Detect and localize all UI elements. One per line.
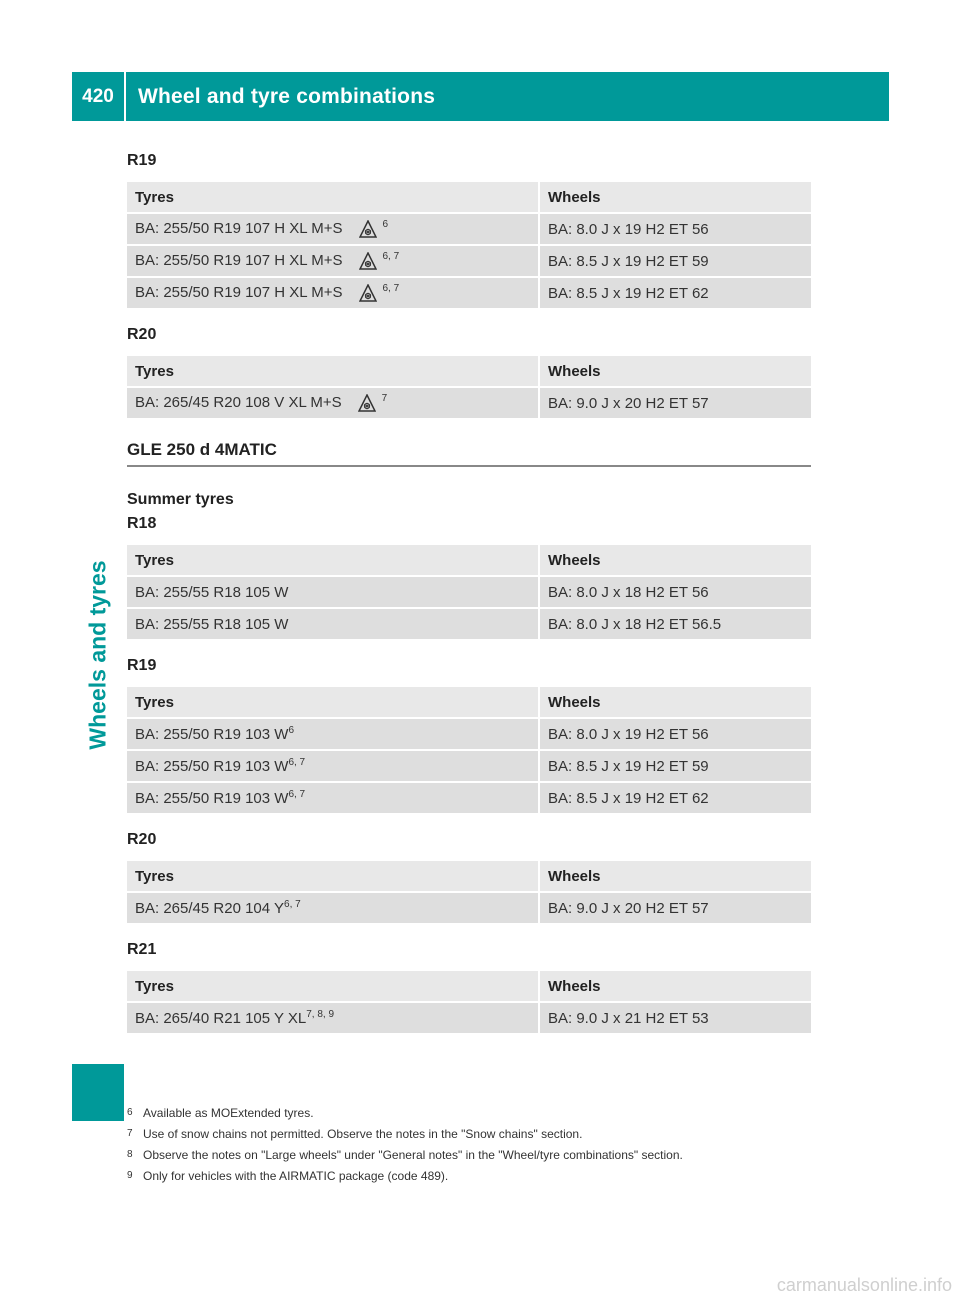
wheel-cell: BA: 8.0 J x 19 H2 ET 56	[540, 719, 811, 749]
tyre-table-r19-a	[127, 180, 811, 310]
footnote-item	[127, 1125, 827, 1146]
col-header-wheels: Wheels	[540, 356, 811, 386]
col-header-wheels: Wheels	[540, 687, 811, 717]
tyre-cell: BA: 255/50 R19 107 H XL M+S $^6$	[127, 214, 540, 244]
footnote-item	[127, 1146, 827, 1167]
table-row	[127, 751, 811, 781]
tyre-cell: BA: 265/45 R20 108 V XL M+S $^7$	[127, 388, 540, 418]
footnote-ref: 6, 7	[288, 788, 306, 800]
side-chapter-tab	[72, 1064, 124, 1121]
col-header-tyres: Tyres	[127, 861, 540, 891]
tyre-cell: BA: 255/55 R18 105 W	[127, 577, 540, 607]
tyre-table-r21	[127, 969, 811, 1035]
table-row	[127, 214, 811, 244]
mountain-snowflake-icon	[359, 252, 377, 270]
col-header-wheels: Wheels	[540, 545, 811, 575]
table-row	[127, 278, 811, 308]
col-header-tyres: Tyres	[127, 182, 540, 212]
footnote-text: Available as MOExtended tyres.	[143, 1106, 314, 1120]
tyre-table-r20-b	[127, 859, 811, 925]
tyre-table-r19-b	[127, 685, 811, 815]
model-section-heading: GLE 250 d 4MATIC	[127, 434, 811, 467]
tyre-cell: BA: 265/40 R21 105 Y XL$^{7, 8, 9}$	[127, 1003, 540, 1033]
tyre-table-r18	[127, 543, 811, 641]
side-chapter-label: Wheels and tyres	[84, 560, 111, 750]
footnote-item	[127, 1167, 827, 1188]
col-header-wheels: Wheels	[540, 971, 811, 1001]
table-row	[127, 719, 811, 749]
table-row	[127, 783, 811, 813]
mountain-snowflake-icon	[358, 394, 376, 412]
footnotes	[127, 1104, 827, 1188]
footnote-ref: 7, 8, 9	[306, 1008, 335, 1020]
footnote-text: Use of snow chains not permitted. Observe the notes in the "Snow chains" section.	[143, 1127, 583, 1141]
footnote-number: 8	[127, 1149, 133, 1160]
size-heading-r19: R19	[127, 152, 157, 169]
main-content	[127, 150, 811, 1049]
col-header-tyres: Tyres	[127, 545, 540, 575]
col-header-tyres: Tyres	[127, 356, 540, 386]
table-row	[127, 893, 811, 923]
wheel-cell: BA: 8.5 J x 19 H2 ET 62	[540, 783, 811, 813]
size-heading-r19: R19	[127, 657, 157, 674]
col-header-tyres: Tyres	[127, 971, 540, 1001]
wheel-cell: BA: 8.5 J x 19 H2 ET 59	[540, 246, 811, 276]
tyre-cell: BA: 255/50 R19 107 H XL M+S $^{6, 7}$	[127, 246, 540, 276]
tyre-cell: BA: 255/50 R19 103 $W^6$	[127, 719, 540, 749]
tyre-cell: BA: 255/50 R19 107 H XL M+S $^{6, 7}$	[127, 278, 540, 308]
table-row	[127, 609, 811, 639]
page-header	[72, 72, 889, 121]
table-row	[127, 246, 811, 276]
size-heading-r21: R21	[127, 941, 157, 958]
footnote-text: Only for vehicles with the AIRMATIC package (code 489).	[143, 1169, 449, 1183]
mountain-snowflake-icon	[359, 220, 377, 238]
wheel-cell: BA: 8.5 J x 19 H2 ET 62	[540, 278, 811, 308]
col-header-wheels: Wheels	[540, 861, 811, 891]
footnote-ref: 6, 7	[382, 282, 400, 294]
tyre-cell: BA: 265/45 R20 104 Y$^{6, 7}$	[127, 893, 540, 923]
wheel-cell: BA: 8.0 J x 19 H2 ET 56	[540, 214, 811, 244]
watermark: carmanualsonline.info	[776, 1275, 952, 1295]
footnote-ref: 6, 7	[382, 250, 400, 262]
wheel-cell: BA: 9.0 J x 20 H2 ET 57	[540, 388, 811, 418]
table-row	[127, 1003, 811, 1033]
wheel-cell: BA: 9.0 J x 21 H2 ET 53	[540, 1003, 811, 1033]
size-heading-r20: R20	[127, 831, 157, 848]
wheel-cell: BA: 8.0 J x 18 H2 ET 56	[540, 577, 811, 607]
col-header-tyres: Tyres	[127, 687, 540, 717]
page-number: 420	[72, 72, 126, 121]
wheel-cell: BA: 8.0 J x 18 H2 ET 56.5	[540, 609, 811, 639]
footnote-item	[127, 1104, 827, 1125]
footnote-ref: 6	[288, 724, 294, 736]
tyre-cell: BA: 255/50 R19 103 W$^{6, 7}$	[127, 751, 540, 781]
tyre-cell: BA: 255/55 R18 105 W	[127, 609, 540, 639]
tyre-table-r20-a	[127, 354, 811, 420]
footnote-text: Observe the notes on "Large wheels" under "General notes" in the "Wheel/tyre combinations" section.	[143, 1148, 683, 1162]
table-row	[127, 577, 811, 607]
tyre-cell: BA: 255/50 R19 103 W$^{6, 7}$	[127, 783, 540, 813]
footnote-number: 9	[127, 1170, 133, 1181]
table-row	[127, 388, 811, 418]
size-heading-r18: R18	[127, 515, 157, 532]
footnote-ref: 6, 7	[284, 898, 301, 910]
footnote-number: 6	[127, 1107, 133, 1118]
page-title: Wheel and tyre combinations	[138, 84, 436, 108]
summer-tyres-heading: Summer tyres	[127, 491, 234, 508]
col-header-wheels: Wheels	[540, 182, 811, 212]
footnote-number: 7	[127, 1128, 133, 1139]
footnote-ref: 6, 7	[288, 756, 306, 768]
wheel-cell: BA: 8.5 J x 19 H2 ET 59	[540, 751, 811, 781]
mountain-snowflake-icon	[359, 284, 377, 302]
wheel-cell: BA: 9.0 J x 20 H2 ET 57	[540, 893, 811, 923]
size-heading-r20: R20	[127, 326, 157, 343]
footnote-ref: 7	[381, 392, 388, 404]
footnote-ref: 6	[382, 218, 389, 230]
